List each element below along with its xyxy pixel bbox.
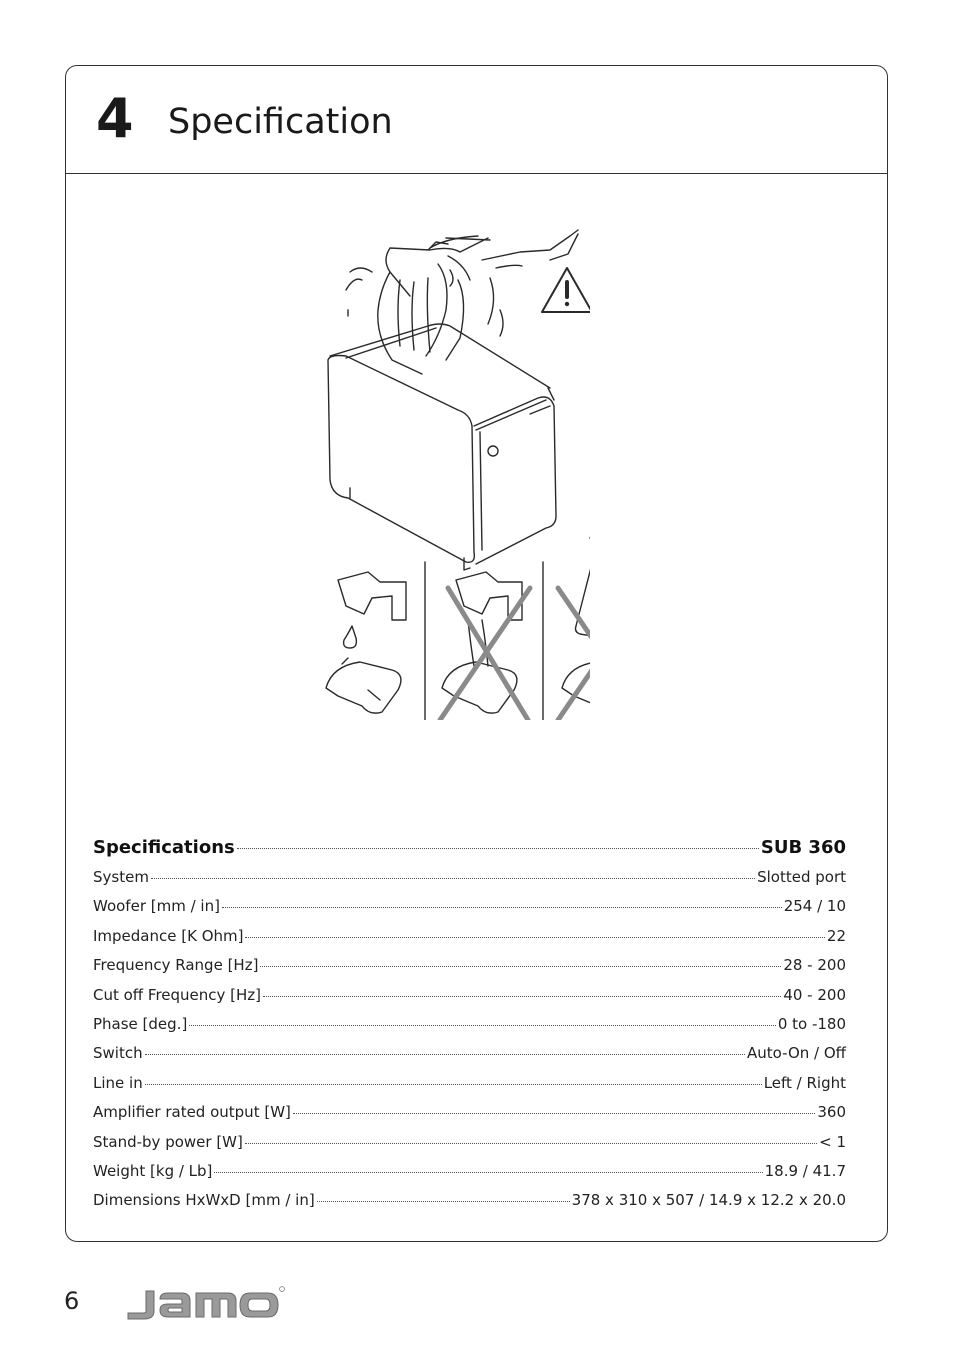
spec-row	[93, 1044, 846, 1073]
spec-row	[93, 1191, 846, 1220]
leader-dots	[237, 848, 759, 849]
spec-row	[93, 1162, 846, 1191]
warning-icon	[542, 268, 590, 312]
leader-dots	[214, 1172, 762, 1173]
page-number: 6	[64, 1287, 80, 1315]
spec-label: Frequency Range [Hz]	[93, 956, 259, 975]
spec-row	[93, 897, 846, 926]
spec-label: Cut off Frequency [Hz]	[93, 985, 262, 1004]
spec-value: 254 / 10	[783, 897, 846, 916]
spec-row	[93, 1015, 846, 1044]
spec-value: Slotted port	[757, 868, 846, 886]
spec-value: 22	[826, 926, 846, 945]
spec-row	[93, 986, 846, 1015]
spec-label: Stand-by power [W]	[93, 1132, 243, 1151]
spec-row	[93, 1133, 846, 1162]
leader-dots	[260, 966, 781, 967]
care-illustration	[250, 160, 590, 720]
spec-value: 18.9 / 41.7	[764, 1161, 846, 1180]
spec-table	[93, 837, 846, 1221]
leader-dots	[317, 1201, 570, 1202]
spec-value: 40 - 200	[783, 985, 846, 1004]
spec-value: 360	[817, 1103, 846, 1122]
spec-label: Line in	[93, 1073, 143, 1092]
chapter-title: Specification	[168, 102, 393, 142]
spec-label: Switch	[93, 1044, 143, 1063]
spec-label: Impedance [K Ohm]	[93, 926, 244, 945]
jamo-logo	[124, 1283, 286, 1323]
leader-dots	[263, 996, 781, 997]
leader-dots	[222, 907, 782, 908]
spec-row	[93, 868, 846, 897]
spec-value: < 1	[819, 1132, 846, 1151]
spec-label: System	[93, 868, 149, 886]
spec-header-label: Specifications	[93, 837, 235, 858]
leader-dots	[293, 1113, 815, 1114]
spec-value: Left / Right	[763, 1073, 846, 1092]
spec-label: Phase [deg.]	[93, 1014, 188, 1033]
leader-dots	[145, 1084, 762, 1085]
spec-label: Woofer [mm / in]	[93, 897, 220, 916]
hands-drawing	[346, 230, 578, 374]
water-drop-icon	[344, 626, 357, 648]
panel-damp-cloth	[326, 572, 406, 720]
spec-row	[93, 956, 846, 985]
spec-row	[93, 927, 846, 956]
chapter-header	[66, 66, 887, 174]
spec-value: 28 - 200	[783, 956, 846, 975]
leader-dots	[245, 1143, 817, 1144]
leader-dots	[151, 878, 755, 879]
spec-header-row	[93, 837, 846, 868]
spec-header-value: SUB 360	[760, 837, 846, 858]
chapter-number: 4	[96, 87, 134, 150]
panel-wet-cloth	[440, 572, 530, 720]
spec-value: 378 x 310 x 507 / 14.9 x 12.2 x 20.0	[571, 1191, 846, 1210]
spec-label: Dimensions HxWxD [mm / in]	[93, 1191, 315, 1210]
subwoofer-drawing	[328, 324, 556, 570]
spec-value: 0 to -180	[777, 1014, 846, 1033]
spec-value: Auto-On / Off	[747, 1044, 846, 1063]
spec-label: Amplifier rated output [W]	[93, 1103, 291, 1122]
panel-chemical-cleaner	[558, 534, 590, 720]
leader-dots	[245, 937, 824, 938]
spec-row	[93, 1074, 846, 1103]
spec-row	[93, 1103, 846, 1132]
leader-dots	[189, 1025, 776, 1026]
leader-dots	[145, 1054, 745, 1055]
spec-label: Weight [kg / Lb]	[93, 1161, 213, 1180]
